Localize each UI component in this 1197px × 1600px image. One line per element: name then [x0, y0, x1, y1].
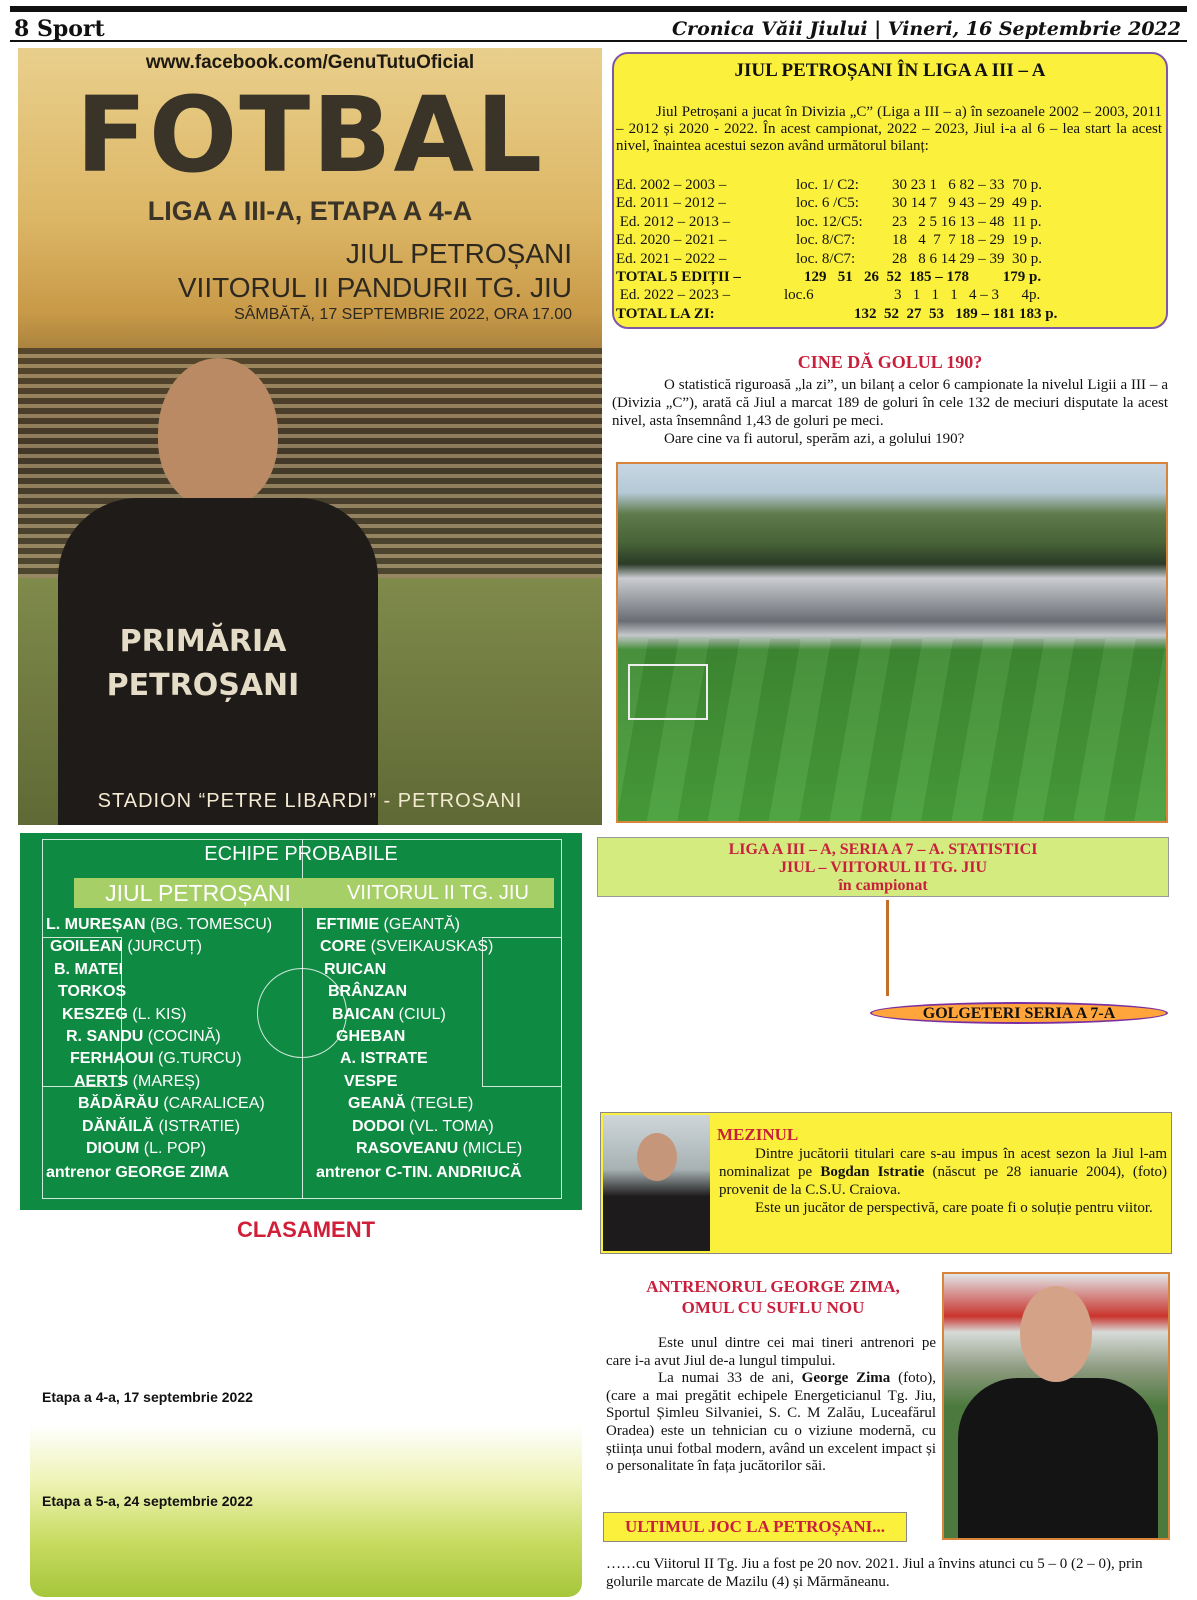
player-name: VESPE: [344, 1072, 398, 1090]
history-edition: Ed. 2022 – 2023 –: [616, 287, 731, 304]
stats-title-2: JIUL – VIITORUL II TG. JIU: [778, 859, 988, 876]
mezinul-p1-text: Dintre jucătorii titulari care s-au impus în acest sezon la Jiul l-am nominalizat pe: [719, 1146, 1167, 1180]
history-stats: 23 2 5 16 13 – 48 11 p.: [892, 213, 1042, 230]
lineup-player: [46, 1026, 272, 1048]
history-position: loc. 8/C7:: [796, 250, 856, 267]
lineup-player: [46, 936, 272, 958]
history-row: [616, 231, 1156, 249]
antrenor-paragraph-1: Este unul dintre cei mai tineri antrenori pe care i-a avut Jiul de-a lungul timpului.: [606, 1335, 936, 1369]
match-poster: [18, 48, 602, 825]
player-name: B. MATEI: [54, 960, 124, 978]
cine-paragraph-2: Oare cine va fi autorul, sperăm azi, a golului 190?: [664, 431, 965, 447]
player-substitute: (MICLE): [458, 1140, 523, 1158]
lineup-player: [46, 914, 272, 936]
team1-players: [46, 914, 272, 1185]
cine-title: CINE DĂ GOLUL 190?: [797, 352, 983, 372]
liga3-title: JIUL PETROȘANI ÎN LIGA A III – A: [734, 60, 1046, 81]
lineups-team1-header: JIUL PETROȘANI: [74, 878, 322, 908]
player-name: DĂNĂILĂ: [82, 1117, 154, 1135]
golgeteri-title: GOLGETERI SERIA A 7-A: [870, 1002, 1168, 1024]
lineup-player: [316, 1071, 522, 1093]
ultimul-text: ……cu Viitorul II Tg. Jiu a fost pe 20 nov. 2021. Jiul a învins atunci cu 5 – 0 (2 – 0), prin golurile marcate de Mazilu (4) și Mărmăneanu.: [606, 1556, 1143, 1590]
lineup-player: [316, 936, 522, 958]
player-substitute: (L. KIS): [127, 1005, 187, 1023]
player-substitute: (MAREȘ): [128, 1072, 201, 1090]
poster-competition: LIGA A III-A, ETAPA A 4-A: [147, 196, 473, 226]
mezinul-article: [719, 1145, 1167, 1217]
history-row: [616, 286, 1156, 304]
poster-away-team: VIITORUL II PANDURII TG. JIU: [177, 272, 572, 303]
poster-url: www.facebook.com/GenuTutuOficial: [145, 52, 475, 73]
lineup-player: [316, 959, 522, 981]
player-istratie-photo: [603, 1115, 710, 1251]
player-substitute: (CIUL): [394, 1005, 446, 1023]
lineups-team2-header: VIITORUL II TG. JIU: [322, 878, 554, 908]
lineup-player: [316, 1048, 522, 1070]
history-position: loc. 1/ C2:: [796, 177, 859, 193]
history-edition: Ed. 2020 – 2021 –: [616, 232, 727, 249]
newspaper-masthead: Cronica Văii Jiului | Vineri, 16 Septembrie 2022: [671, 18, 1181, 40]
lineup-player: [316, 981, 522, 1003]
lineup-player: [46, 1138, 272, 1160]
lineup-player: [46, 981, 272, 1003]
antrenor-title: [603, 1276, 943, 1318]
history-row: [616, 305, 1156, 323]
mezinul-player-name: Bogdan Istratie: [820, 1164, 925, 1180]
history-row: [616, 250, 1156, 268]
poster-home-team: JIUL PETROȘANI: [345, 238, 572, 269]
lineup-player: [46, 1093, 272, 1115]
history-position: loc. 6 /C5:: [796, 195, 859, 212]
history-row: [616, 268, 1156, 286]
player-name: FERHAOUI: [70, 1050, 154, 1068]
shirt-line-2: PETROȘANI: [106, 668, 300, 703]
shirt-line-1: PRIMĂRIA: [119, 624, 287, 659]
mezinul-paragraph-1: [719, 1145, 1167, 1199]
lineup-player: [46, 1116, 272, 1138]
player-image: [18, 348, 398, 825]
player-name: KESZEG: [62, 1005, 128, 1023]
player-substitute: (COCINĂ): [143, 1028, 221, 1046]
antrenor-title-line-2: OMUL CU SUFLU NOU: [681, 1298, 865, 1317]
ultimul-title: ULTIMUL JOC LA PETROȘANI...: [603, 1512, 907, 1542]
player-name: BAICAN: [332, 1005, 395, 1023]
team2-players: [316, 914, 522, 1185]
lineup-player: [316, 1138, 522, 1160]
history-edition: Ed. 2021 – 2022 –: [616, 250, 727, 267]
poster-stadium: STADION “PETRE LIBARDI” - PETROSANI: [97, 790, 523, 812]
player-name: DIOUM: [86, 1140, 140, 1158]
lineup-player: [316, 914, 522, 936]
history-stats: 129 51 26 52 185 – 178 179 p.: [804, 268, 1042, 285]
lineup-player: [46, 1048, 272, 1070]
coach-photo: [942, 1272, 1170, 1540]
player-name: GEANĂ: [348, 1095, 406, 1113]
history-position: loc. 12/C5:: [796, 213, 863, 230]
player-substitute: (BG. TOMESCU): [145, 916, 273, 933]
history-row: [616, 176, 1156, 194]
stats-title-3: în campionat: [838, 877, 928, 894]
standings-title: CLASAMENT: [236, 1217, 376, 1242]
etapa4-title: Etapa a 4-a, 17 septembrie 2022: [42, 1389, 253, 1405]
shirt-sponsor: [93, 620, 313, 708]
cine-paragraph-1: O statistică riguroasă „la zi”, un bilanț a celor 6 campionate la nivelul Ligii a III – a (Divizia „C”), arată că Jiul a marcat 189 de goluri în cele 132 de meciuri disputate la acest nivel, asta însemnând 1,43 de goluri pe meci.: [612, 377, 1168, 429]
lineups-title: ECHIPE PROBABILE: [204, 843, 398, 865]
history-edition: Ed. 2002 – 2003 –: [616, 177, 727, 193]
lineup-player: [46, 1071, 272, 1093]
antrenor-p2-tail: (foto), (care a mai pregătit echipele Energeticianul Tg. Jiu, Sportul Șimleu Silvaniei, S. C. M Zalău, Luceafărul Oradea) este un tehnician cu o viziune modernă, cu știința unui fotbal modern, având un excelent impact și o personalitate în fața jucătorilor săi.: [606, 1370, 937, 1475]
history-edition: Ed. 2011 – 2012 –: [616, 195, 726, 212]
liga3-table: [616, 176, 1156, 323]
stats-divider: [886, 900, 889, 996]
antrenor-paragraph-2: [606, 1370, 936, 1476]
goal-post: [628, 664, 708, 720]
player-substitute: (ISTRATIE): [154, 1117, 240, 1135]
player-substitute: (CARALICEA): [158, 1095, 265, 1113]
history-row: [616, 213, 1156, 231]
player-name: BRÂNZAN: [328, 983, 408, 1001]
history-edition: TOTAL 5 EDIȚII –: [616, 268, 741, 285]
antrenor-article: [606, 1335, 936, 1476]
etapa5-title: Etapa a 5-a, 24 septembrie 2022: [42, 1493, 253, 1509]
mezinul-box: [600, 1112, 1172, 1254]
antrenor-p2-text: La numai 33 de ani,: [658, 1370, 802, 1387]
history-stats: 18 4 7 7 18 – 29 19 p.: [892, 232, 1042, 249]
history-position: loc.6: [784, 287, 814, 304]
stadium-photo: [616, 462, 1168, 823]
lineup-player: [316, 1004, 522, 1026]
player-name: GHEBAN: [336, 1028, 406, 1046]
player-name: RASOVEANU: [356, 1140, 459, 1158]
player-name: BĂDĂRĂU: [78, 1095, 159, 1113]
player-substitute: (TEGLE): [405, 1095, 474, 1113]
player-substitute: (L. POP): [139, 1140, 207, 1158]
player-substitute: (SVEIKAUSKAS): [366, 938, 494, 956]
player-name: AERTS: [74, 1072, 129, 1090]
player-name: R. SANDU: [66, 1028, 144, 1046]
stats-header: [597, 837, 1169, 897]
page-section-label: 8 Sport: [14, 16, 105, 42]
lineup-player: [46, 959, 272, 981]
player-substitute: (GEANTĂ): [379, 916, 460, 933]
player-name: RUICAN: [324, 960, 387, 978]
lineup-coach: antrenor GEORGE ZIMA: [46, 1164, 230, 1182]
player-name: EFTIMIE: [316, 916, 380, 933]
lineup-player: [316, 1116, 522, 1138]
player-name: GOILEAN: [50, 938, 123, 956]
mezinul-paragraph-2: Este un jucător de perspectivă, care poate fi o soluție pentru viitor.: [755, 1200, 1153, 1216]
player-name: A. ISTRATE: [340, 1050, 428, 1068]
player-name: L. MUREȘAN: [46, 916, 146, 933]
cine-article: [612, 376, 1168, 448]
mezinul-title: MEZINUL: [717, 1125, 799, 1144]
player-name: DODOI: [352, 1117, 405, 1135]
lineups-box: [20, 833, 582, 1210]
player-substitute: (G.TURCU): [153, 1050, 242, 1068]
history-edition: Ed. 2012 – 2013 –: [616, 213, 731, 230]
player-substitute: (VL. TOMA): [404, 1117, 494, 1135]
poster-datetime: SÂMBĂTĂ, 17 SEPTEMBRIE 2022, ORA 17.00: [234, 306, 572, 323]
history-stats: 3 1 1 1 4 – 3 4p.: [894, 287, 1041, 304]
antrenor-title-line-1: ANTRENORUL GEORGE ZIMA,: [646, 1277, 900, 1296]
history-stats: 132 52 27 53 189 – 181 183 p.: [854, 305, 1058, 322]
history-position: loc. 8/C7:: [796, 232, 856, 249]
lineup-player: [46, 1004, 272, 1026]
lineup-coach: antrenor C-TIN. ANDRIUCĂ: [316, 1164, 522, 1182]
liga3-history-box: [612, 52, 1168, 329]
player-name: TORKOS: [58, 983, 127, 1001]
history-row: [616, 194, 1156, 212]
mezinul-p1-tail: (născut pe 28 ianuarie 2004), (foto) provenit de la C.S.U. Craiova.: [719, 1164, 1168, 1198]
lineup-player: [316, 1093, 522, 1115]
history-stats: 30 14 7 9 43 – 29 49 p.: [892, 195, 1042, 212]
history-stats: 30 23 1 6 82 – 33 70 p.: [892, 177, 1042, 193]
player-name: CORE: [320, 938, 367, 956]
history-edition: TOTAL LA ZI:: [616, 305, 715, 322]
player-substitute: (JURCUȚ): [122, 938, 202, 956]
page-header: [10, 6, 1187, 42]
stats-title-1: LIGA A III – A, SERIA A 7 – A. STATISTICI: [728, 841, 1038, 858]
antrenor-coach-name: George Zima: [801, 1370, 891, 1387]
standings-box: [30, 1215, 582, 1597]
history-stats: 28 8 6 14 29 – 39 30 p.: [892, 250, 1042, 267]
liga3-intro: Jiul Petroșani a jucat în Divizia „C” (Liga a III – a) în sezoanele 2002 – 2003, 2011 – 2012 și 2020 - 2022. În acest campionat, 2022 – 2023, Jiul i-a al 6 – lea start la acest nivel, înaintea acestui sezon având următorul bilanț:: [616, 104, 1162, 154]
poster-headline: FOTBAL: [75, 74, 545, 196]
lineup-player: [316, 1026, 522, 1048]
